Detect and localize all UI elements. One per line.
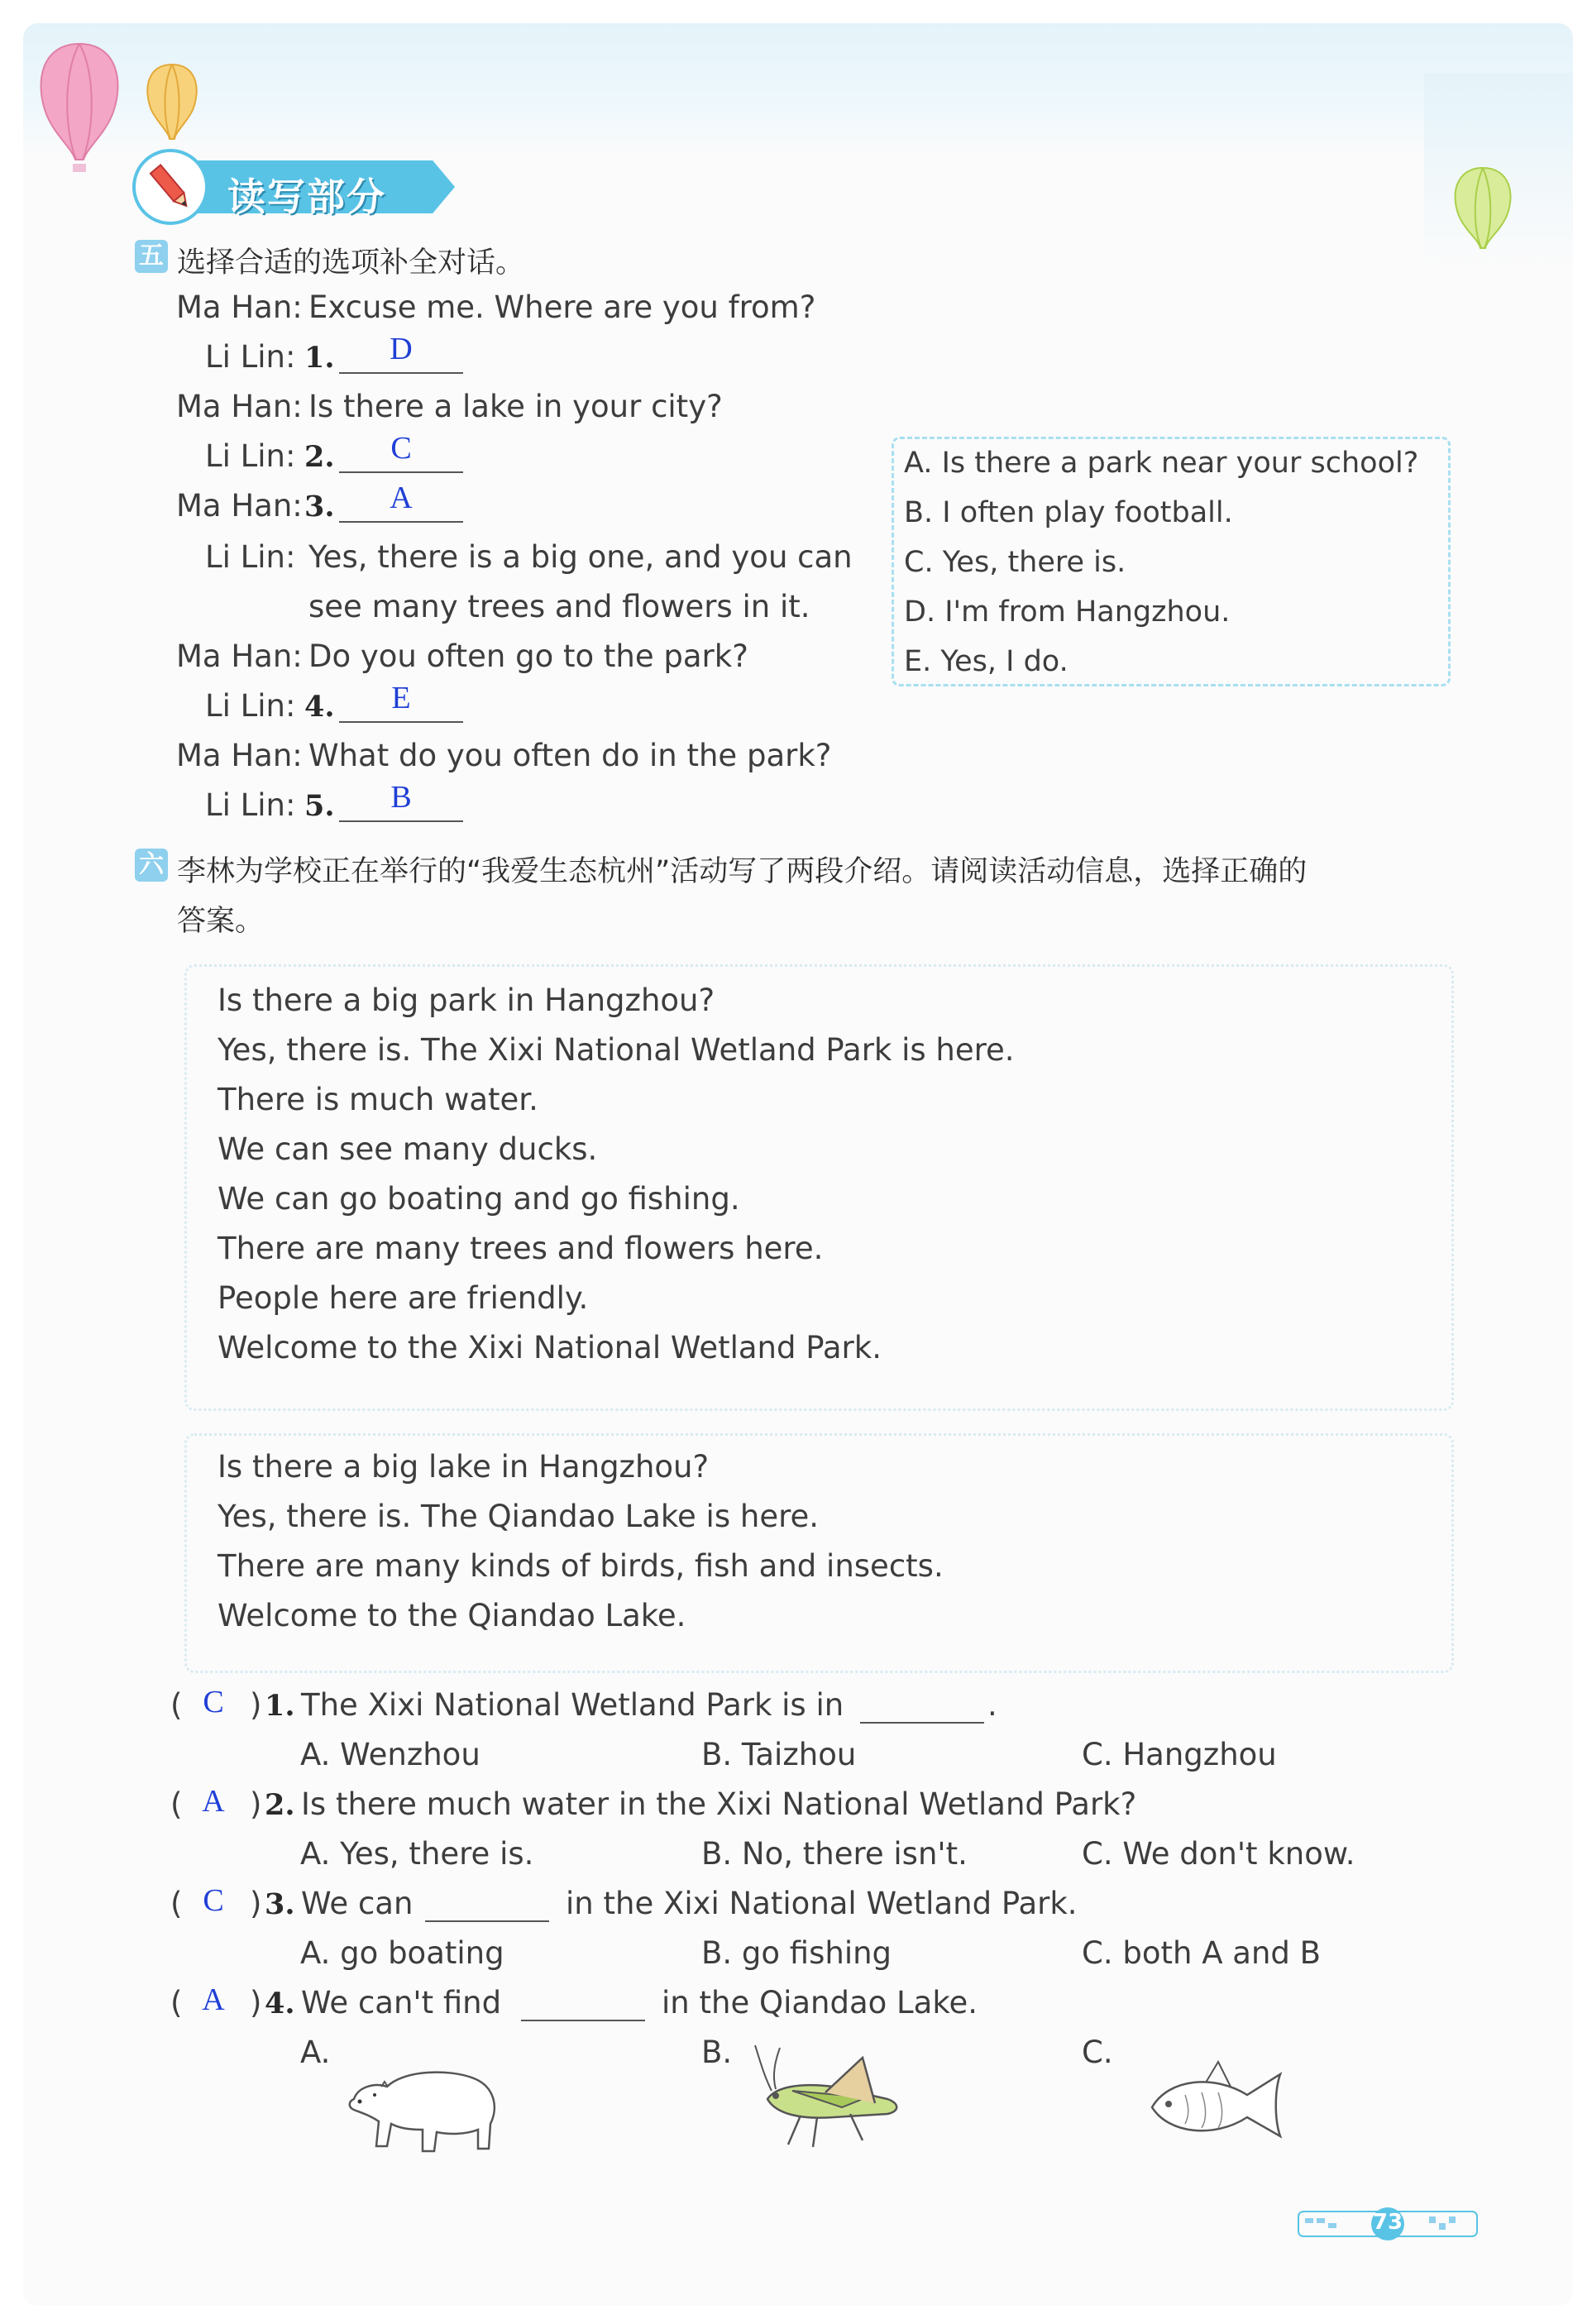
passage-line: Is there a big park in Hangzhou?	[218, 983, 715, 1018]
answer-letter: D	[390, 332, 413, 366]
item-number: 2.	[304, 440, 335, 474]
sky-background	[23, 23, 1573, 155]
option-b: B. I often play football.	[904, 496, 1233, 529]
option-a: A. Is there a park near your school?	[904, 447, 1419, 480]
item-number: 3.	[304, 490, 335, 524]
item-number: 4.	[265, 1987, 295, 2020]
green-balloon-icon	[1446, 164, 1520, 263]
dialogue-text: Excuse me. Where are you from?	[308, 289, 816, 325]
answer-letter: E	[391, 681, 411, 715]
answer-paren-close: )	[250, 1687, 262, 1723]
passage-line: Welcome to the Xixi National Wetland Park.	[218, 1330, 882, 1365]
passage-line: There are many trees and flowers here.	[218, 1231, 824, 1266]
answer-blank[interactable]	[425, 1887, 549, 1922]
answer-letter: C	[390, 431, 412, 466]
speaker: Ma Han:	[176, 488, 303, 524]
item-number: 3.	[265, 1887, 295, 1921]
dialogue-text: Is there a lake in your city?	[308, 389, 723, 424]
choice-b[interactable]: B.	[701, 2035, 733, 2070]
choice-a[interactable]: A. Yes, there is.	[300, 1836, 534, 1872]
answer-letter: B	[390, 780, 412, 815]
passage-line: Yes, there is. The Qiandao Lake is here.	[218, 1499, 820, 1534]
dialogue-text: see many trees and flowers in it.	[308, 589, 810, 624]
speaker: Ma Han:	[176, 738, 303, 773]
dialogue-text: Do you often go to the park?	[308, 638, 748, 674]
option-d: D. I'm from Hangzhou.	[904, 595, 1231, 629]
choice-a[interactable]: A. go boating	[300, 1935, 504, 1971]
question-stem: Is there much water in the Xixi National Wetland Park?	[301, 1786, 1137, 1822]
choice-c[interactable]: C. both A and B	[1082, 1935, 1322, 1971]
item-number: 1.	[304, 341, 335, 375]
answer-letter: C	[203, 1883, 224, 1918]
answer-blank[interactable]	[521, 1987, 645, 2021]
page-number-badge	[1297, 2207, 1479, 2241]
question-stem: We can't find	[301, 1985, 502, 2020]
question-number-6: 六	[135, 849, 168, 882]
question-stem: We can	[301, 1886, 414, 1921]
worksheet-page	[23, 23, 1573, 2306]
item-number: 2.	[265, 1788, 295, 1822]
answer-letter: A	[202, 1784, 225, 1819]
answer-paren-close: )	[250, 1786, 262, 1822]
passage-line: We can go boating and go fishing.	[218, 1181, 740, 1217]
question-stem-end: in the Xixi National Wetland Park.	[566, 1886, 1078, 1921]
question-6-instruction-cont: 答案。	[177, 905, 265, 938]
question-5-instruction: 选择合适的选项补全对话。	[177, 246, 525, 280]
speaker: Li Lin:	[205, 339, 296, 375]
question-number-5: 五	[135, 240, 168, 273]
speaker: Ma Han:	[176, 289, 303, 325]
passage-line: We can see many ducks.	[218, 1131, 598, 1167]
passage-line: There are many kinds of birds, fish and insects.	[218, 1548, 944, 1584]
passage-line: There is much water.	[218, 1082, 538, 1117]
choice-b[interactable]: B. Taizhou	[701, 1737, 857, 1772]
item-number: 4.	[304, 690, 335, 724]
passage-line: Yes, there is. The Xixi National Wetland Park is here.	[218, 1032, 1015, 1068]
answer-paren-open: (	[170, 1886, 183, 1921]
choice-b[interactable]: B. go fishing	[701, 1935, 892, 1971]
dialogue-text: What do you often do in the park?	[308, 738, 832, 773]
choice-a[interactable]: A. Wenzhou	[300, 1737, 480, 1772]
question-stem: The Xixi National Wetland Park is in	[301, 1687, 844, 1723]
grasshopper-icon[interactable]	[743, 2041, 916, 2157]
answer-letter: C	[203, 1685, 224, 1719]
speaker: Li Lin:	[205, 539, 296, 575]
option-e: E. Yes, I do.	[904, 645, 1069, 678]
polar-bear-icon[interactable]	[342, 2054, 507, 2161]
speaker: Li Lin:	[205, 438, 296, 474]
question-6-instruction: 李林为学校正在举行的“我爱生态杭州”活动写了两段介绍。请阅读活动信息，选择正确的	[177, 855, 1308, 888]
choice-c[interactable]: C. We don't know.	[1082, 1836, 1355, 1872]
answer-letter: A	[390, 481, 413, 515]
choice-c[interactable]: C. Hangzhou	[1082, 1737, 1277, 1772]
passage-line: Welcome to the Qiandao Lake.	[218, 1598, 686, 1633]
item-number: 5.	[304, 789, 335, 823]
speaker: Ma Han:	[176, 638, 303, 674]
page-number: 73	[1372, 2210, 1403, 2235]
answer-paren-close: )	[250, 1886, 262, 1921]
answer-paren-close: )	[250, 1985, 262, 2020]
choice-b[interactable]: B. No, there isn't.	[701, 1836, 968, 1872]
section-header	[132, 149, 463, 228]
option-c: C. Yes, there is.	[904, 546, 1126, 579]
speaker: Ma Han:	[176, 389, 303, 424]
answer-paren-open: (	[170, 1985, 183, 2020]
orange-balloon-icon	[139, 60, 205, 151]
fish-icon[interactable]	[1135, 2041, 1301, 2157]
speaker: Li Lin:	[205, 688, 296, 724]
item-number: 1.	[265, 1689, 295, 1723]
dialogue-text: Yes, there is a big one, and you can	[308, 539, 853, 575]
section-title: 读写部分	[227, 175, 386, 219]
passage-line: People here are friendly.	[218, 1280, 589, 1316]
pencil-icon	[132, 149, 208, 225]
speaker: Li Lin:	[205, 787, 296, 823]
pink-balloon-icon	[30, 40, 129, 180]
question-stem-end: .	[987, 1687, 997, 1723]
choice-a[interactable]: A.	[300, 2035, 331, 2070]
question-stem-end: in the Qiandao Lake.	[662, 1985, 978, 2020]
answer-paren-open: (	[170, 1786, 183, 1822]
choice-c[interactable]: C.	[1082, 2035, 1113, 2070]
answer-letter: A	[202, 1982, 225, 2017]
answer-paren-open: (	[170, 1687, 183, 1723]
passage-line: Is there a big lake in Hangzhou?	[218, 1449, 710, 1485]
answer-blank[interactable]	[860, 1689, 984, 1724]
